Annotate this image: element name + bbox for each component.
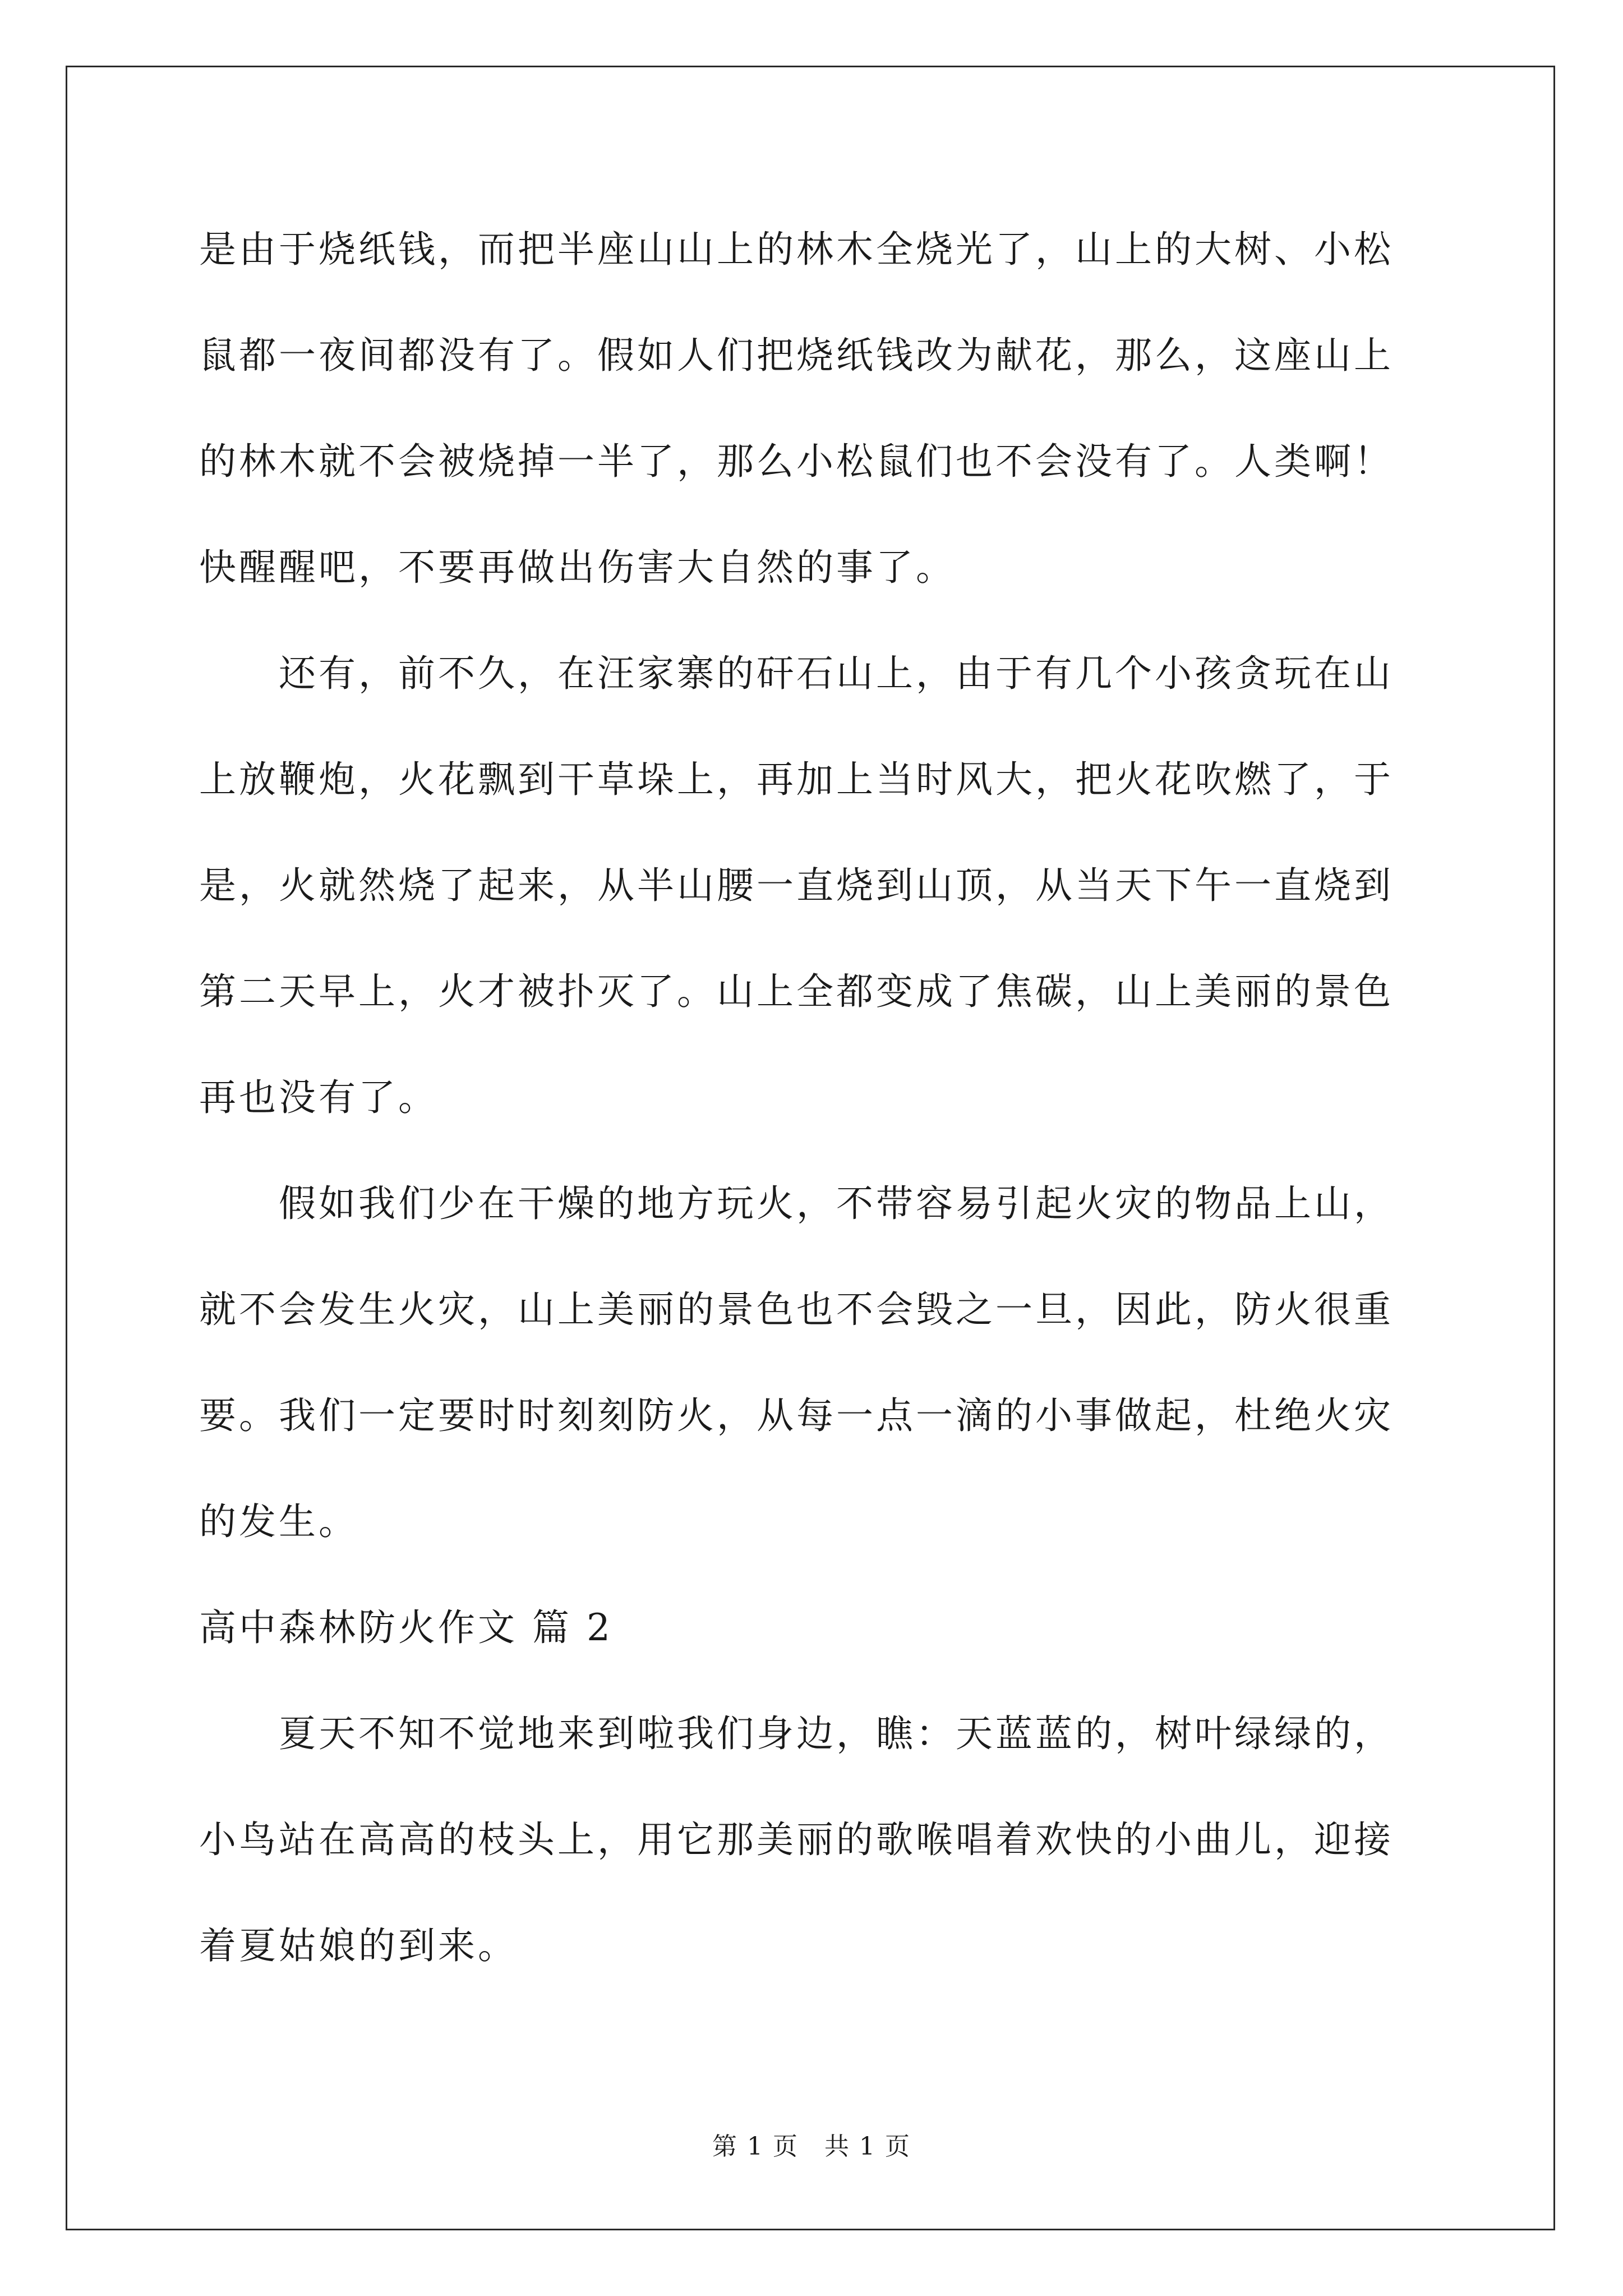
text-line: 上放鞭炮，火花飘到干草垛上，再加上当时风大，把火花吹燃了，于 — [199, 758, 1394, 801]
text-line: 快醒醒吧，不要再做出伤害大自然的事了。 — [199, 546, 956, 589]
text-line: 的林木就不会被烧掉一半了，那么小松鼠们也不会没有了。人类啊！ — [199, 440, 1394, 483]
text-line: 是由于烧纸钱，而把半座山山上的林木全烧光了，山上的大树、小松 — [199, 228, 1394, 271]
page-footer: 第 1 页 共 1 页 — [712, 2132, 911, 2161]
text-line: 再也没有了。 — [199, 1076, 438, 1119]
text-line: 要。我们一定要时时刻刻防火，从每一点一滴的小事做起，杜绝火灾 — [199, 1394, 1394, 1437]
section-heading: 高中森林防火作文 篇 2 — [199, 1606, 613, 1649]
text-line: 第二天早上，火才被扑灭了。山上全都变成了焦碳，山上美丽的景色 — [199, 970, 1394, 1013]
text-line: 假如我们少在干燥的地方玩火，不带容易引起火灾的物品上山， — [199, 1182, 1394, 1225]
text-line: 就不会发生火灾，山上美丽的景色也不会毁之一旦，因此，防火很重 — [199, 1288, 1394, 1331]
text-line: 鼠都一夜间都没有了。假如人们把烧纸钱改为献花，那么，这座山上 — [199, 334, 1394, 377]
text-line: 的发生。 — [199, 1500, 358, 1543]
text-line: 着夏姑娘的到来。 — [199, 1924, 518, 1967]
text-line: 夏天不知不觉地来到啦我们身边，瞧：天蓝蓝的，树叶绿绿的， — [199, 1712, 1394, 1755]
document-body — [199, 213, 1427, 2016]
text-line: 小鸟站在高高的枝头上，用它那美丽的歌喉唱着欢快的小曲儿，迎接 — [199, 1818, 1394, 1861]
text-line: 是，火就然烧了起来，从半山腰一直烧到山顶，从当天下午一直烧到 — [199, 864, 1394, 907]
text-line: 还有，前不久，在汪家寨的矸石山上，由于有几个小孩贪玩在山 — [199, 652, 1394, 695]
